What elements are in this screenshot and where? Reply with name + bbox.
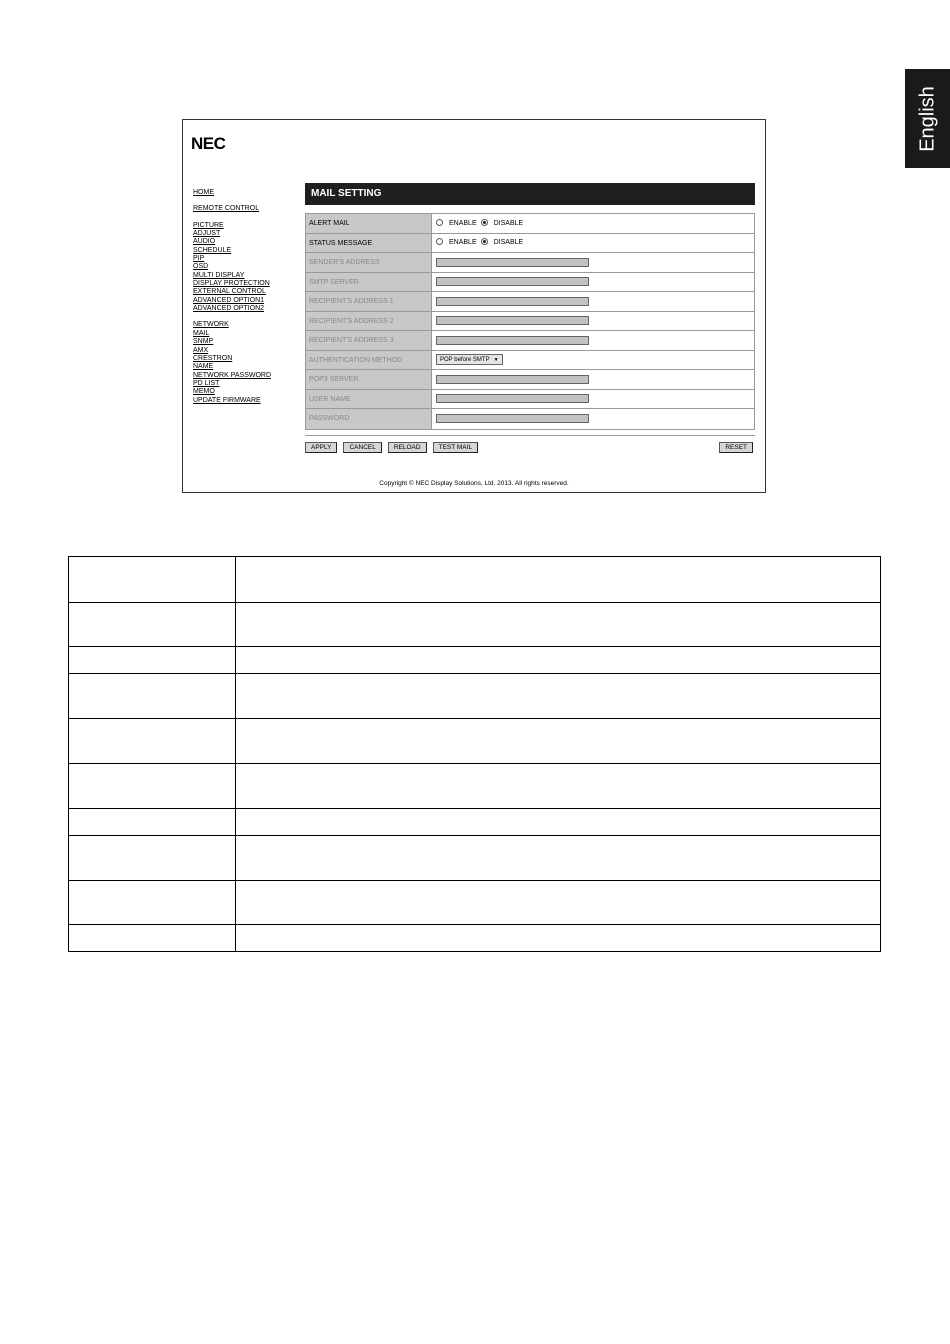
nav-osd[interactable]: OSD (193, 263, 209, 271)
language-tab-label: English (916, 85, 938, 152)
alert-mail-row (306, 214, 754, 234)
user-name-row (306, 390, 754, 410)
table-cell (236, 809, 881, 836)
nav-amx[interactable]: AMX (193, 346, 209, 354)
table-cell (236, 603, 881, 647)
recipient-address-3-label: RECIPIENT'S ADDRESS 3 (306, 331, 432, 350)
table-cell (69, 647, 236, 674)
status-message-enable-radio[interactable] (436, 238, 443, 245)
alert-mail-disable-label: DISABLE (493, 219, 524, 227)
nav-schedule[interactable]: SCHEDULE (193, 246, 232, 254)
smtp-server-field[interactable] (436, 277, 589, 286)
language-tab (905, 69, 950, 168)
table-cell (69, 674, 236, 719)
nav-home[interactable]: HOME (193, 189, 214, 196)
authentication-method-row (306, 351, 754, 371)
nav-network-password[interactable]: NETWORK PASSWORD (193, 371, 272, 379)
status-message-disable-label: DISABLE (493, 239, 524, 247)
nav-external-control[interactable]: EXTERNAL CONTROL (193, 288, 266, 296)
sidebar-nav (193, 189, 303, 405)
recipient-address-3-row (306, 331, 754, 351)
table-cell (69, 603, 236, 647)
table-row (69, 647, 881, 674)
nav-audio[interactable]: AUDIO (193, 238, 216, 246)
nav-network[interactable]: NETWORK (193, 321, 229, 329)
button-bar (305, 435, 755, 456)
test-mail-button[interactable]: TEST MAIL (433, 442, 478, 453)
nav-crestron[interactable]: CRESTRON (193, 354, 233, 362)
nav-name[interactable]: NAME (193, 363, 214, 371)
chevron-down-icon: ▼ (493, 356, 499, 363)
table-cell (236, 557, 881, 603)
table-row (69, 674, 881, 719)
table-cell (69, 719, 236, 764)
alert-mail-disable-radio[interactable] (481, 219, 488, 226)
status-message-disable-radio[interactable] (481, 238, 488, 245)
table-cell (69, 925, 236, 952)
nav-mail[interactable]: MAIL (193, 329, 210, 337)
table-cell (69, 557, 236, 603)
copyright-text: Copyright © NEC Display Solutions, Ltd. 2013. All rights reserved. (379, 480, 569, 487)
table-row (69, 764, 881, 809)
table-cell (236, 881, 881, 925)
reload-button[interactable]: RELOAD (388, 442, 427, 453)
user-name-field[interactable] (436, 394, 589, 403)
recipient-address-1-row (306, 292, 754, 312)
alert-mail-enable-label: ENABLE (449, 219, 477, 227)
nav-pip[interactable]: PIP (193, 255, 205, 263)
status-message-label: STATUS MESSAGE (306, 234, 432, 253)
table-row (69, 557, 881, 603)
mail-setting-screenshot (182, 119, 766, 493)
recipient-address-3-field[interactable] (436, 336, 589, 345)
password-label: PASSWORD (306, 409, 432, 429)
nav-advanced-option2[interactable]: ADVANCED OPTION2 (193, 305, 265, 313)
alert-mail-enable-radio[interactable] (436, 219, 443, 226)
page-title: MAIL SETTING (305, 183, 755, 205)
mail-settings-form (305, 213, 755, 430)
table-cell (69, 809, 236, 836)
smtp-server-row (306, 273, 754, 293)
status-message-row (306, 234, 754, 254)
nav-snmp[interactable]: SNMP (193, 338, 214, 346)
nav-multi-display[interactable]: MULTI DISPLAY (193, 271, 245, 279)
table-cell (69, 764, 236, 809)
nav-memo[interactable]: MEMO (193, 388, 215, 396)
table-row (69, 836, 881, 881)
reset-button[interactable]: RESET (719, 442, 753, 453)
recipient-address-2-field[interactable] (436, 316, 589, 325)
password-field[interactable] (436, 414, 589, 423)
table-row (69, 925, 881, 952)
nav-pd-list[interactable]: PD LIST (193, 379, 220, 387)
table-cell (236, 719, 881, 764)
table-cell (69, 836, 236, 881)
sender-address-row (306, 253, 754, 273)
sender-address-label: SENDER'S ADDRESS (306, 253, 432, 272)
smtp-server-label: SMTP SERVER (306, 273, 432, 292)
table-row (69, 881, 881, 925)
pop3-server-field[interactable] (436, 375, 589, 384)
recipient-address-1-label: RECIPIENT'S ADDRESS 1 (306, 292, 432, 311)
pop3-server-label: POP3 SERVER (306, 370, 432, 389)
apply-button[interactable]: APPLY (305, 442, 337, 453)
authentication-method-label: AUTHENTICATION METHOD (306, 351, 432, 370)
authentication-method-select[interactable] (436, 354, 503, 365)
table-cell (69, 881, 236, 925)
table-cell (236, 764, 881, 809)
table-row (69, 809, 881, 836)
nav-adjust[interactable]: ADJUST (193, 230, 221, 238)
sender-address-field[interactable] (436, 258, 589, 267)
password-row (306, 409, 754, 429)
table-cell (236, 674, 881, 719)
nav-remote-control[interactable]: REMOTE CONTROL (193, 205, 260, 213)
nav-update-firmware[interactable]: UPDATE FIRMWARE (193, 396, 261, 404)
table-row (69, 603, 881, 647)
table-cell (236, 836, 881, 881)
recipient-address-2-label: RECIPIENT'S ADDRESS 2 (306, 312, 432, 331)
pop3-server-row (306, 370, 754, 390)
cancel-button[interactable]: CANCEL (343, 442, 381, 453)
nav-advanced-option1[interactable]: ADVANCED OPTION1 (193, 296, 265, 304)
nec-logo: NEC (191, 134, 226, 153)
description-table (68, 556, 881, 952)
authentication-method-value: POP before SMTP (440, 356, 490, 363)
table-row (69, 719, 881, 764)
alert-mail-label: ALERT MAIL (306, 214, 432, 233)
status-message-enable-label: ENABLE (449, 239, 477, 247)
user-name-label: USER NAME (306, 390, 432, 409)
recipient-address-2-row (306, 312, 754, 332)
mail-setting-panel (305, 183, 755, 456)
table-cell (236, 925, 881, 952)
table-cell (236, 647, 881, 674)
nav-display-protection[interactable]: DISPLAY PROTECTION (193, 280, 270, 288)
nav-picture[interactable]: PICTURE (193, 221, 224, 229)
recipient-address-1-field[interactable] (436, 297, 589, 306)
